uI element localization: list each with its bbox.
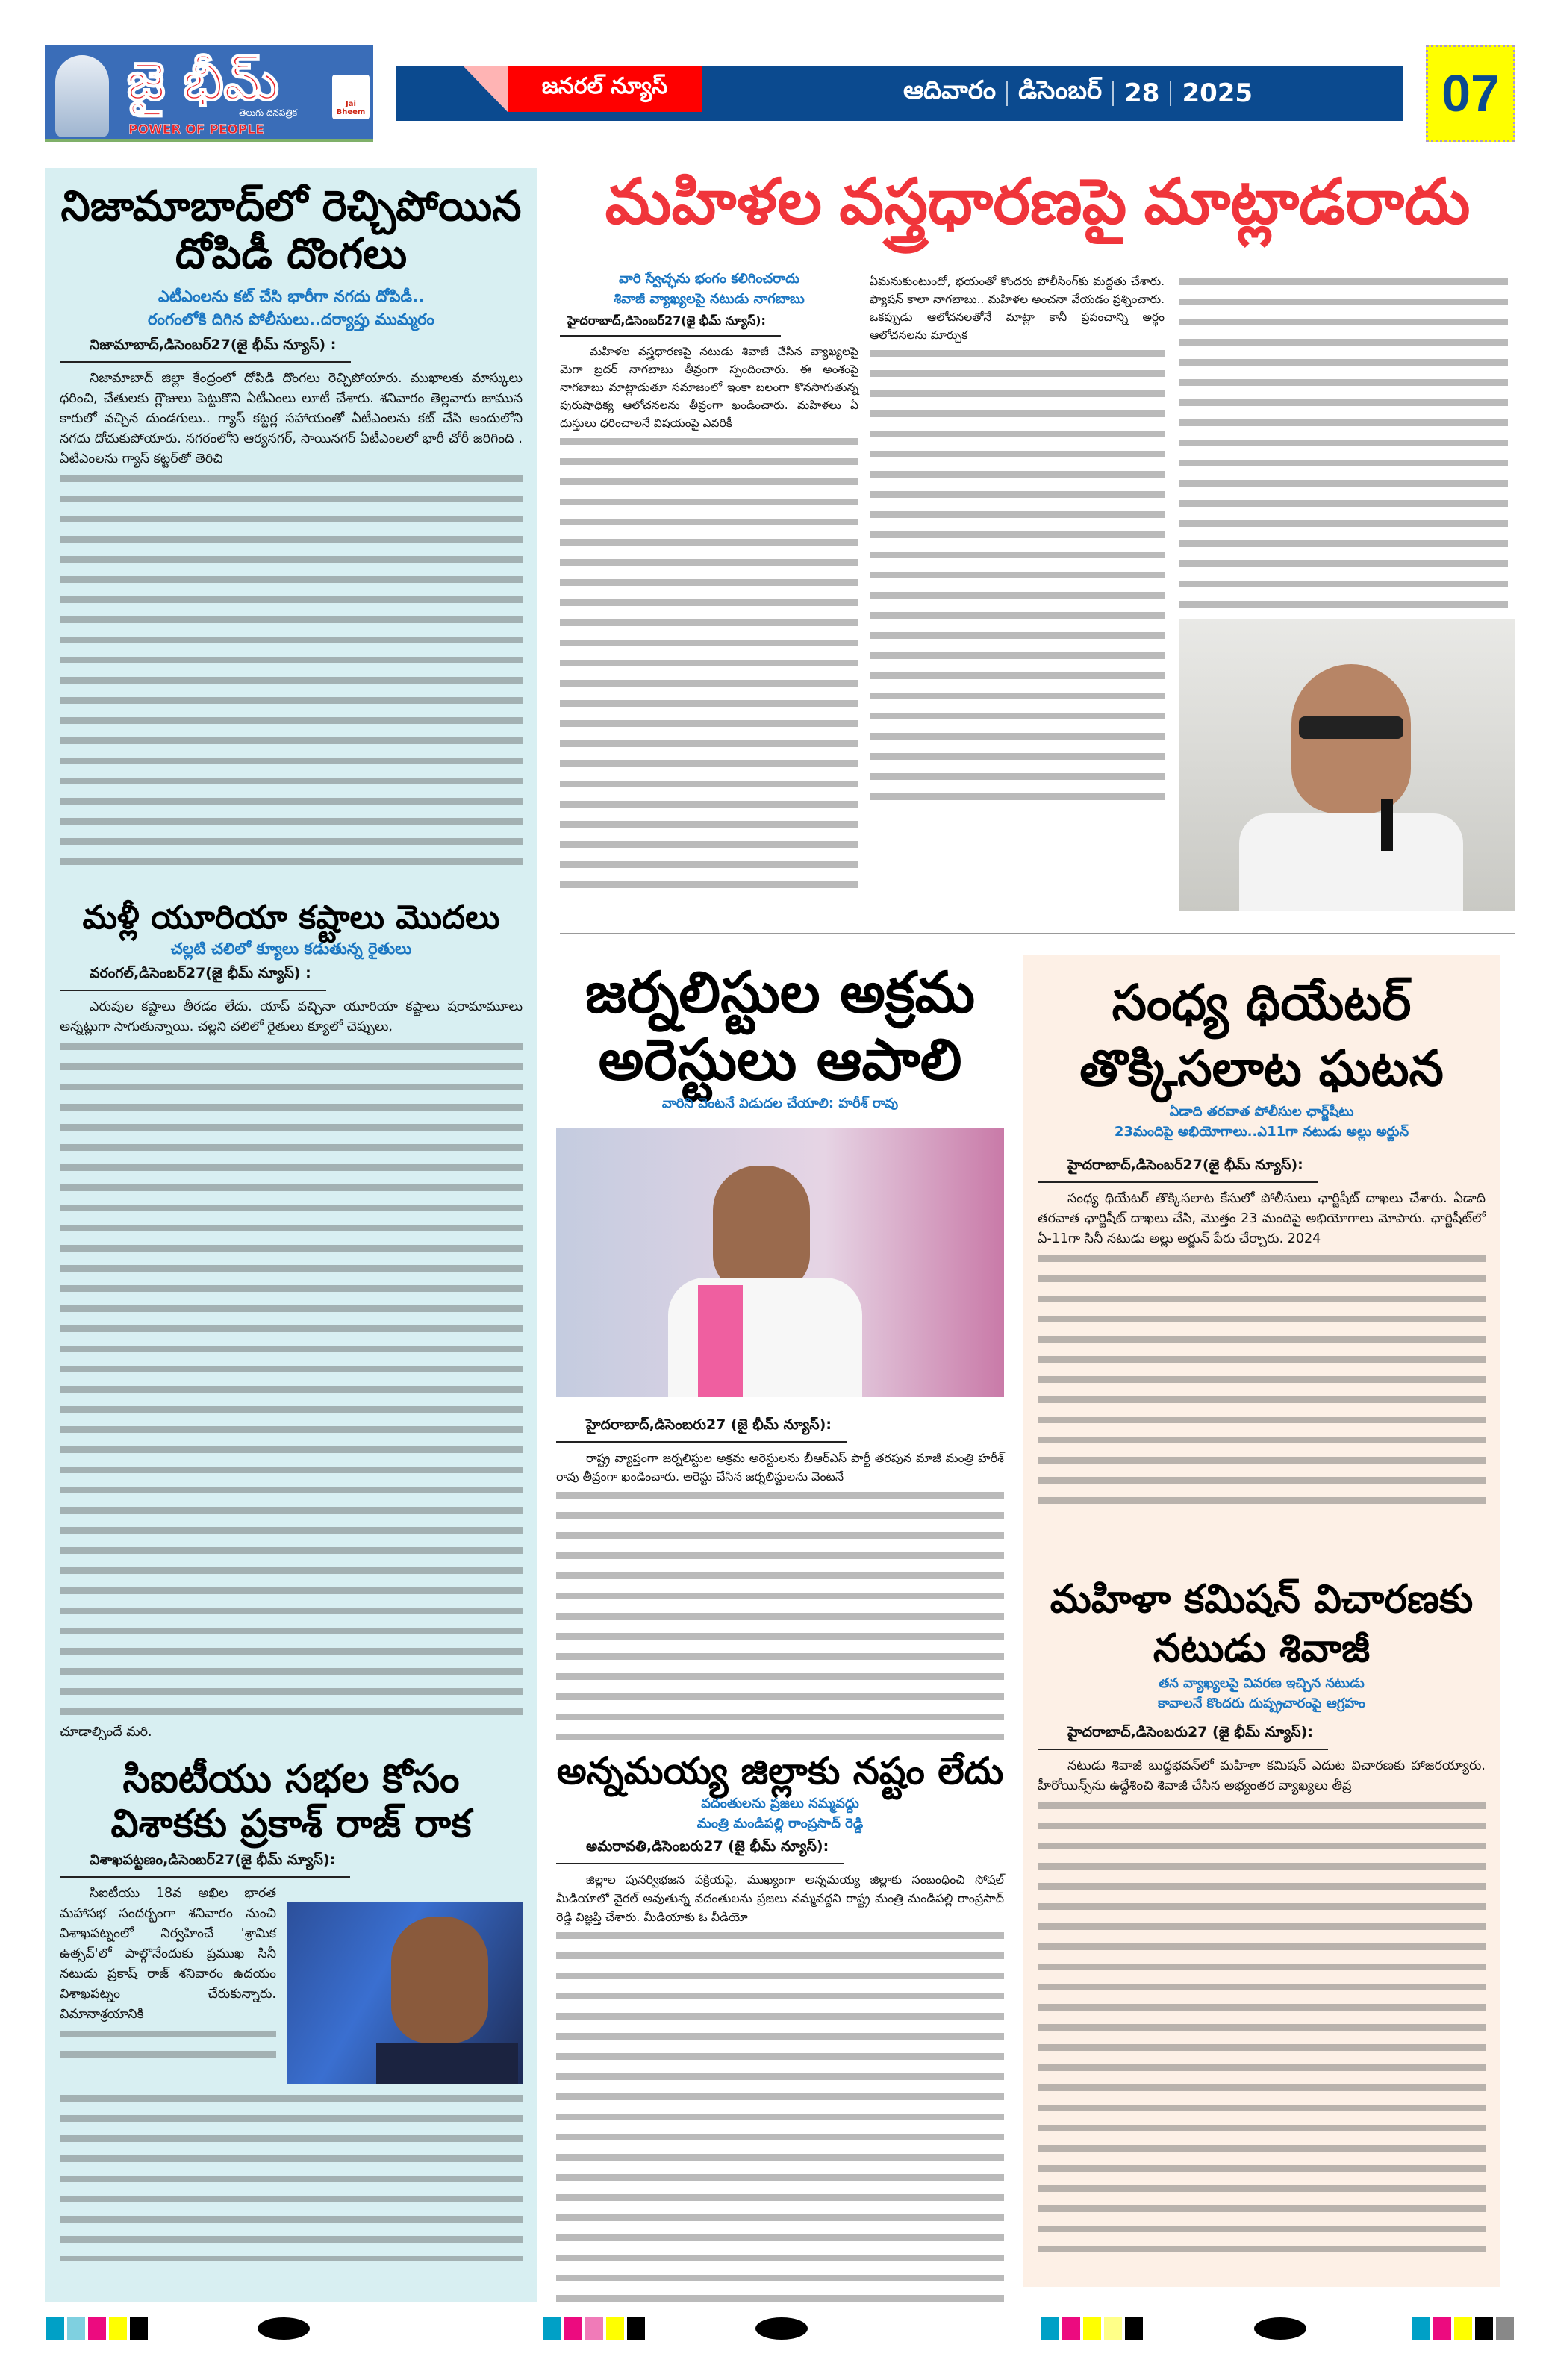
divider bbox=[560, 933, 1515, 934]
logo-name: జై భీమ్ bbox=[127, 51, 279, 112]
dateline: హైదరాబాద్,డిసెంబరు27 (జై భీమ్ న్యూస్): bbox=[1038, 1724, 1328, 1750]
article-nizamabad bbox=[60, 183, 523, 872]
headline: సిఐటీయు సభల కోసం విశాకకు ప్రకాశ్ రాజ్ రాక bbox=[110, 1757, 472, 1846]
headline: మహిళా కమిషన్ విచారణకు నటుడు శివాజీ bbox=[1050, 1577, 1474, 1671]
date-day: ఆదివారం bbox=[903, 75, 997, 105]
subheadline: వారిని వెంటనే విడుదల చేయాలి: హరీశ్ రావు bbox=[661, 1096, 899, 1111]
subheadline: మంత్రి మండిపల్లి రాంప్రసాద్ రెడ్డి bbox=[696, 1815, 864, 1831]
article-body: సంధ్య థియేటర్ తొక్కిసలాట కేసులో పోలీసులు ఛార్జిషీట్ దాఖలు చేశారు. ఏడాది తరవాత ఛార్జిషీట్ దాఖలు చేసి, మొత్తం 23 మందిపై అభియోగాలు మోపారు. ఛార్జిషీట్‌లో ఏ-11గా సినీ నటుడు అల్లు అర్జున్ పేరు చేర్చారు. 2024 bbox=[1038, 1191, 1486, 1246]
dateline: హైదరాబాద్,డిసెంబర్27(జై భీమ్ న్యూస్): bbox=[560, 313, 781, 337]
dateline: వరంగల్,డిసెంబర్27(జై భీమ్ న్యూస్) : bbox=[60, 965, 326, 991]
subheadline: ఏడాది తరవాత పోలీసుల ఛార్జ్‌షీటు bbox=[1169, 1104, 1354, 1119]
newspaper-logo bbox=[45, 45, 373, 142]
color-registration-marks bbox=[1412, 2317, 1514, 2340]
dateline: హైదరాబాద్,డిసెంబరు27 (జై భీమ్ న్యూస్): bbox=[556, 1417, 847, 1443]
color-registration-marks bbox=[1041, 2317, 1143, 2340]
article-body: సిఐటీయు 18వ అఖిల భారత మహాసభ సందర్భంగా శనివారం నుంచి విశాఖపట్నంలో నిర్వహించే 'శ్రామిక ఉత్సవ్'లో పాల్గొనేందుకు ప్రముఖ సినీ నటుడు ప్రకాష్ రాజ్ శనివారం ఉదయం విశాఖపట్నం చేరుకున్నారు. విమానాశ్రయానికి bbox=[60, 1885, 276, 2022]
article-body: నిజామాబాద్ జిల్లా కేంద్రంలో దోపిడి దొంగలు రెచ్చిపోయారు. ముఖాలకు మాస్కులు ధరించి, చేతులకు గ్లౌజులు పెట్టుకొని ఏటీఎంలు లూటీ చేశారు. శనివారం తెల్లవారు జామున కారులో వచ్చిన దుండగులు.. గ్యాస్ కట్టర్ల సహాయంతో ఏటీఎంలను కట్ చేసి అందులోని నగదు దోచుకుపోయారు. నగరంలోని ఆర్యనగర్, సాయినగర్ ఏటీఎంలలో భారీ చోరీ జరిగింది . ఏటీఎంలను గ్యాస్ కట్టర్‌తో తెరిచి bbox=[60, 370, 523, 466]
color-registration-marks bbox=[46, 2317, 148, 2340]
headline: అన్నమయ్య జిల్లాకు నష్టం లేదు bbox=[556, 1749, 1004, 1793]
dateline: హైదరాబాద్,డిసెంబర్27(జై భీమ్ న్యూస్): bbox=[1038, 1157, 1318, 1183]
tv-logo: Jai Bheem bbox=[332, 75, 370, 119]
article-closing: చూడాల్సిందే మరి. bbox=[60, 1725, 152, 1740]
nagababu-col-3 bbox=[1179, 272, 1508, 608]
logo-tagline: తెలుగు దినపత్రిక bbox=[239, 107, 298, 118]
article-citu bbox=[60, 1758, 523, 2261]
page-number: 07 bbox=[1426, 45, 1515, 142]
headline: జర్నలిస్టుల అక్రమ అరెస్టులు ఆపాలి bbox=[585, 959, 975, 1093]
subheadline: రంగంలోకి దిగిన పోలీసులు..దర్యాప్తు ముమ్మరం bbox=[147, 310, 435, 329]
harish-rao-photo bbox=[556, 1128, 1004, 1397]
dateline: విశాఖపట్టణం,డిసెంబర్27(జై భీమ్ న్యూస్): bbox=[60, 1852, 350, 1878]
subheadline: శివాజీ వ్యాఖ్యలపై నటుడు నాగబాబు bbox=[614, 291, 805, 307]
dateline: నిజామాబాద్,డిసెంబర్27(జై భీమ్ న్యూస్) : bbox=[60, 337, 351, 363]
headline: సంధ్య థియేటర్ తొక్కిసలాట ఘటన bbox=[1079, 974, 1444, 1097]
article-body: రాష్ట్ర వ్యాప్తంగా జర్నలిస్టుల అక్రమ అరెస్టులను బీఆర్ఎస్ పార్టీ తరపున మాజీ మంత్రి హరీశ్ రావు తీవ్రంగా ఖండించారు. అరెస్టు చేసిన జర్నలిస్టులను వెంటనే bbox=[556, 1451, 1004, 1484]
article-body: మహిళల వస్త్రధారణపై నటుడు శివాజీ చేసిన వ్యాఖ్యలపై మెగా బ్రదర్ నాగబాబు తీవ్రంగా స్పందించారు. ఈ అంశంపై నాగబాబు మాట్లాడుతూ సమాజంలో ఇంకా బలంగా కొనసాగుతున్న పురుషాధిక్య ఆలోచనలను తీవ్రంగా ఖండించారు. మహిళలు ఏ దుస్తులు ధరించాలనే విషయంపై ఎవరికీ bbox=[560, 345, 858, 430]
date-month: డిసెంబర్ bbox=[1018, 75, 1103, 105]
color-registration-marks bbox=[543, 2317, 645, 2340]
nagababu-photo bbox=[1179, 619, 1515, 911]
subheadline: వదంతులను ప్రజలు నమ్మవద్దు bbox=[701, 1795, 859, 1811]
subheadline: చల్లటి చలిలో క్యూలు కడుతున్న రైతులు bbox=[170, 939, 412, 958]
article-body: జిల్లాల పునర్విభజన పక్రియపై, ముఖ్యంగా అన్నమయ్య జిల్లాకు సంబంధించి సోషల్ మీడియాలో వైరల్ అవుతున్న వదంతులను ప్రజలు నమ్మవద్దని రాష్ట్ర మంత్రి మండిపల్లి రాంప్రసాద్ రెడ్డి విజ్ఞప్తి చేశారు. మీడియాకు ఓ వీడియో bbox=[556, 1872, 1004, 1924]
article-commission bbox=[1038, 1575, 1486, 2259]
main-headline: మహిళల వస్త్రధారణపై మాట్లాడరాదు bbox=[605, 166, 1471, 237]
logo-slogan: POWER OF PEOPLE bbox=[128, 122, 264, 137]
article-body: ఎరువుల కష్టాలు తీరడం లేదు. యాప్ వచ్చినా యూరియా కష్టాలు షరామామూలు అన్నట్లుగా సాగుతున్నాయి. చల్లని చలిలో రైతులు క్యూలో చెప్పులు, bbox=[60, 999, 523, 1035]
article-sandhya bbox=[1038, 970, 1486, 1511]
subheadline: ఎటీఎంలను కట్ చేసి భారీగా నగదు దోపిడీ.. bbox=[158, 287, 425, 305]
portrait-image bbox=[55, 55, 109, 137]
article-body-continued: ఏమనుకుంటుందో, భయంతో కొందరు పోలీసింగ్‌కు మద్దతు చేశారు. ఫ్యాషన్ కాలా నాగబాబు.. మహిళల అంచనా వేయడం ప్రశ్నించారు. ఒకప్పుడు ఆలోచనలతోనే మాట్లా కానీ ప్రపంచాన్ని అర్థం ఆలోచనలను మార్చుక bbox=[870, 275, 1165, 342]
headline: నిజామాబాద్‌లో రెచ్చిపోయిన దోపిడీ దొంగలు bbox=[60, 182, 522, 279]
nagababu-col-1 bbox=[560, 269, 858, 895]
article-urea bbox=[60, 899, 523, 1743]
registration-mark bbox=[1254, 2317, 1306, 2340]
nagababu-col-2 bbox=[870, 272, 1165, 807]
article-nagababu bbox=[560, 160, 1515, 243]
registration-mark bbox=[755, 2317, 808, 2340]
subheadline: కావాలనే కొందరు దుష్ప్రచారంపై ఆగ్రహం bbox=[1158, 1696, 1365, 1711]
headline: మళ్లీ యూరియా కష్టాలు మొదలు bbox=[82, 899, 500, 937]
registration-mark bbox=[258, 2317, 310, 2340]
date-year: 2025 bbox=[1182, 78, 1253, 108]
dateline: అమరావతి,డిసెంబరు27 (జై భీమ్ న్యూస్): bbox=[556, 1838, 844, 1864]
section-label: జనరల్ న్యూస్ bbox=[508, 66, 702, 112]
article-annamayya bbox=[556, 1750, 1004, 2314]
article-body: నటుడు శివాజీ బుద్ధభవన్‌లో మహిళా కమిషన్ ఎదుట విచారణకు హాజరయ్యారు. హీరోయిన్స్‌ను ఉద్దేశించి శివాజీ చేసిన అభ్యంతర వ్యాఖ్యలు తీవ్ర bbox=[1038, 1758, 1486, 1793]
subheadline: 23మందిపై అభియోగాలు..ఎ11గా నటుడు అల్లు అర్జున్ bbox=[1114, 1124, 1409, 1140]
subheadline: తన వ్యాఖ్యలపై వివరణ ఇచ్చిన నటుడు bbox=[1159, 1675, 1365, 1691]
prakash-raj-photo bbox=[287, 1902, 523, 2084]
date-number: 28 bbox=[1124, 78, 1160, 108]
article-journalists bbox=[556, 959, 1004, 1747]
subheadline: వారి స్వేచ్ఛను భంగం కలిగించరాదు bbox=[618, 271, 800, 287]
tab-wedge bbox=[463, 66, 508, 112]
issue-date bbox=[903, 71, 1253, 116]
